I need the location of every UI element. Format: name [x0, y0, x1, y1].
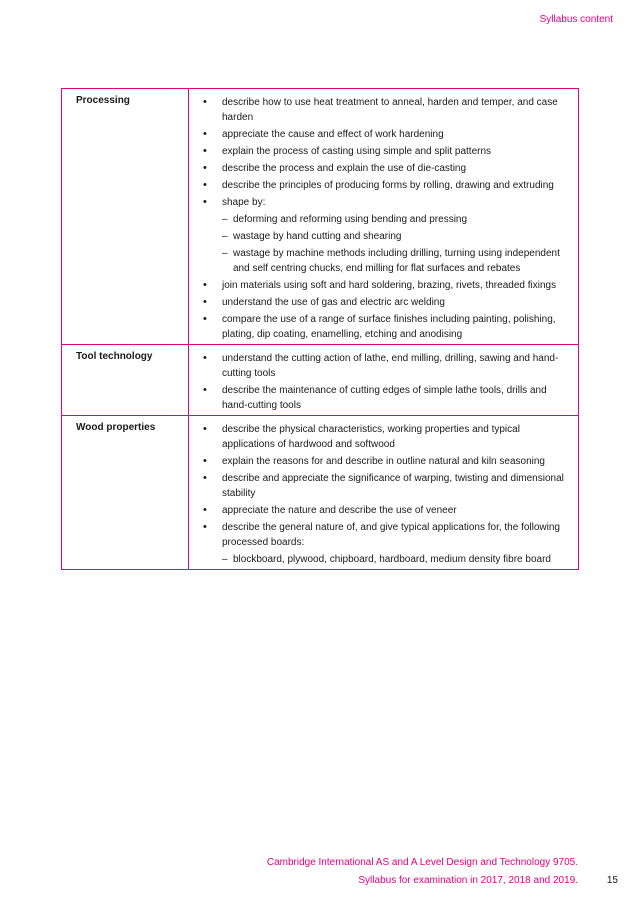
list-item-text: shape by:	[222, 197, 266, 208]
content-cell	[189, 89, 579, 345]
sub-list-item: – deforming and reforming using bending and pressing	[222, 212, 566, 227]
list-item	[203, 195, 566, 276]
list-item	[203, 471, 566, 501]
learning-outcomes-list	[203, 95, 566, 342]
list-item	[203, 422, 566, 452]
content-cell	[189, 345, 579, 416]
content-cell	[189, 416, 579, 570]
topic-cell: Processing	[62, 89, 189, 345]
list-item-text: describe the principles of producing forms by rolling, drawing and extruding	[222, 180, 554, 191]
topic-cell: Wood properties	[62, 416, 189, 570]
table-row	[62, 345, 579, 416]
list-item-text: describe the general nature of, and give typical applications for, the following processed boards:	[222, 522, 560, 548]
list-item	[203, 383, 566, 413]
list-item-text: appreciate the nature and describe the use of veneer	[222, 505, 457, 516]
list-item-text: appreciate the cause and effect of work hardening	[222, 129, 444, 140]
list-item-text: describe and appreciate the significance of warping, twisting and dimensional stability	[222, 473, 564, 499]
list-item-text: describe the physical characteristics, working properties and typical applications of hardwood and softwood	[222, 424, 520, 450]
list-item-text: explain the process of casting using simple and split patterns	[222, 146, 492, 157]
sub-list-item: – wastage by hand cutting and shearing	[222, 229, 566, 244]
list-item-text: describe the process and explain the use of die-casting	[222, 163, 467, 174]
list-item-text: understand the use of gas and electric arc welding	[222, 297, 445, 308]
list-item	[203, 178, 566, 193]
page-number: 15	[606, 875, 618, 886]
list-item-text: explain the reasons for and describe in outline natural and kiln seasoning	[222, 456, 545, 467]
list-item	[203, 278, 566, 293]
sub-list-item: – wastage by machine methods including drilling, turning using independent and self centring chucks, end milling for flat surfaces and rebates	[222, 246, 566, 276]
list-item	[203, 295, 566, 310]
footer-syllabus-title: Cambridge International AS and A Level Design and Technology 9705.	[266, 857, 578, 868]
list-item-text: describe the maintenance of cutting edges of simple lathe tools, drills and hand-cutting tools	[222, 385, 547, 411]
list-item	[203, 351, 566, 381]
list-item	[203, 95, 566, 125]
list-item	[203, 161, 566, 176]
table-row	[62, 89, 579, 345]
sub-list-item: – blockboard, plywood, chipboard, hardboard, medium density fibre board	[222, 552, 566, 567]
syllabus-table	[61, 88, 579, 570]
sub-list	[222, 212, 566, 276]
list-item	[203, 454, 566, 469]
list-item-text: join materials using soft and hard soldering, brazing, rivets, threaded fixings	[222, 280, 557, 291]
list-item	[203, 503, 566, 518]
list-item-text: understand the cutting action of lathe, end milling, drilling, sawing and hand-cutting tools	[222, 353, 559, 379]
learning-outcomes-list	[203, 351, 566, 413]
topic-cell: Tool technology	[62, 345, 189, 416]
list-item	[203, 312, 566, 342]
learning-outcomes-list	[203, 422, 566, 567]
list-item-text: compare the use of a range of surface finishes including painting, polishing, plating, dip coating, enamelling, etching and anodising	[222, 314, 556, 340]
table-row	[62, 416, 579, 570]
list-item-text: describe how to use heat treatment to anneal, harden and temper, and case harden	[222, 97, 558, 123]
list-item	[203, 127, 566, 142]
list-item	[203, 520, 566, 567]
footer-exam-years: Syllabus for examination in 2017, 2018 and 2019.	[358, 875, 578, 886]
section-header: Syllabus content	[539, 14, 613, 25]
sub-list	[222, 552, 566, 567]
list-item	[203, 144, 566, 159]
